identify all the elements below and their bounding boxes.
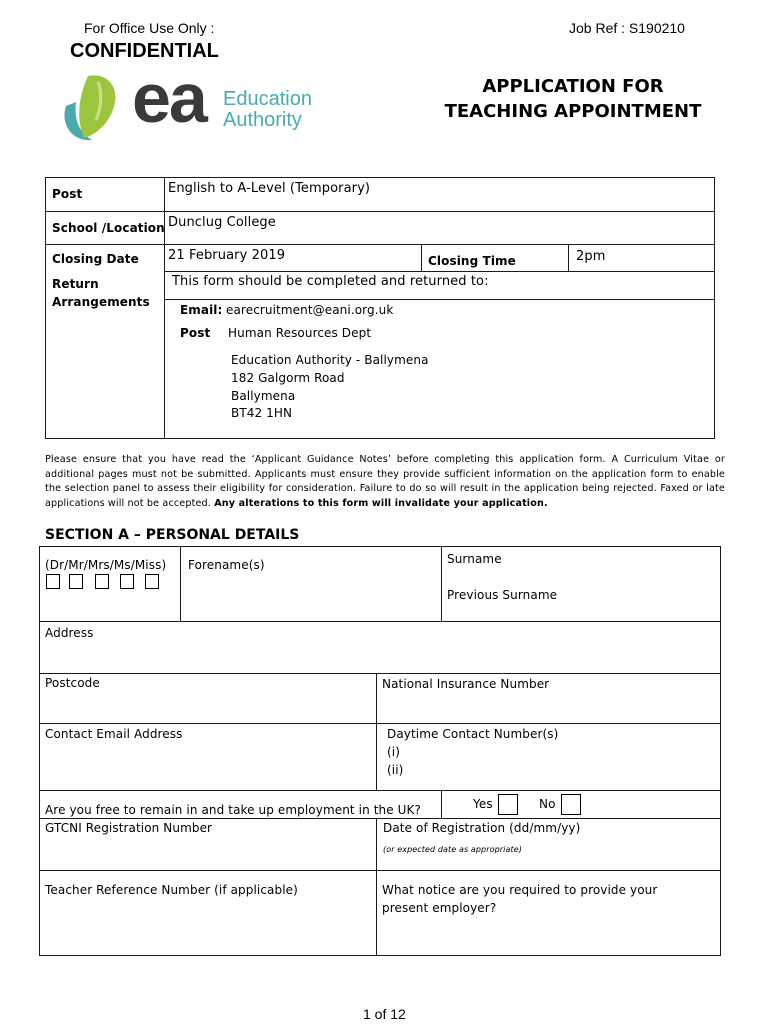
registration-date-label: Date of Registration (dd/mm/yy) (383, 821, 581, 835)
title-checkbox-mr[interactable] (69, 574, 83, 589)
section-a-heading: SECTION A – PERSONAL DETAILS (45, 527, 300, 543)
free-to-work-question: Are you free to remain in and take up employment in the UK? (45, 803, 421, 817)
job-ref: Job Ref : S190210 (569, 20, 685, 36)
gtcni-label: GTCNI Registration Number (45, 821, 213, 835)
address-line-1: Human Resources Dept (228, 326, 372, 340)
post-address-label: Post (180, 326, 211, 340)
notice-period-question-2: present employer? (382, 901, 497, 915)
guidance-notice-text: Please ensure that you have read the ‘Applicant Guidance Notes’ before completing this application form. A Curriculum Vitae or additional pages must not be submitted. Applicants must ensure they provide sufficient information on the application form to enable the selection panel to assess their eligibility for consideration. Failure to do so will result in the application being rejected. Faxed or late applications will not be accepted. (45, 454, 725, 509)
yes-checkbox[interactable] (498, 794, 518, 815)
address-line-3: 182 Galgorm Road (231, 371, 345, 385)
school-label: School /Location (52, 221, 165, 235)
ea-logo (58, 59, 328, 144)
form-title-line-1: APPLICATION FOR (482, 76, 664, 97)
daytime-contact-label: Daytime Contact Number(s) (387, 727, 559, 741)
no-label: No (539, 797, 556, 811)
contact-email-label: Contact Email Address (45, 727, 183, 741)
return-intro: This form should be completed and returned to: (172, 274, 489, 289)
daytime-contact-i: (i) (387, 745, 400, 759)
postcode-label: Postcode (45, 676, 100, 690)
registration-date-note: (or expected date as appropriate) (383, 845, 522, 854)
leaf-icon (58, 72, 128, 144)
guidance-notice-bold: Any alterations to this form will invalidate your application. (214, 497, 548, 509)
closing-date-value: 21 February 2019 (168, 248, 286, 263)
email-label: Email: (180, 303, 223, 317)
address-line-4: Ballymena (231, 389, 296, 403)
title-checkbox-dr[interactable] (46, 574, 60, 589)
address-line-5: BT42 1HN (231, 406, 293, 420)
teacher-reference-label: Teacher Reference Number (if applicable) (45, 883, 298, 897)
closing-time-label: Closing Time (428, 254, 516, 268)
page-number: 1 of 12 (363, 1006, 406, 1022)
title-label: (Dr/Mr/Mrs/Ms/Miss) (45, 558, 167, 572)
title-checkbox-miss[interactable] (145, 574, 159, 589)
closing-time-value: 2pm (576, 249, 606, 264)
previous-surname-label: Previous Surname (447, 588, 558, 602)
ni-number-label: National Insurance Number (382, 677, 550, 691)
logo-line-1: Education (223, 88, 312, 110)
logo-ea-word: ea (132, 59, 206, 137)
address-line-2: Education Authority - Ballymena (231, 353, 429, 367)
school-value: Dunclug College (168, 215, 276, 230)
forename-label: Forename(s) (188, 558, 265, 572)
form-title-line-2: TEACHING APPOINTMENT (444, 101, 702, 122)
title-checkbox-mrs[interactable] (95, 574, 109, 589)
logo-line-2: Authority (223, 109, 302, 131)
daytime-contact-ii: (ii) (387, 763, 404, 777)
return-label-2: Arrangements (52, 295, 150, 309)
notice-period-question-1: What notice are you required to provide your (382, 883, 658, 897)
yes-label: Yes (473, 797, 493, 811)
no-checkbox[interactable] (561, 794, 581, 815)
guidance-notice (45, 453, 725, 511)
title-checkbox-ms[interactable] (120, 574, 134, 589)
email-value: earecruitment@eani.org.uk (226, 303, 394, 317)
return-label-1: Return (52, 277, 99, 291)
confidential-heading: CONFIDENTIAL (70, 40, 219, 62)
office-use-label: For Office Use Only : (84, 20, 215, 36)
closing-date-label: Closing Date (52, 252, 139, 266)
address-label: Address (45, 626, 94, 640)
post-label: Post (52, 187, 83, 201)
post-value: English to A-Level (Temporary) (168, 181, 371, 196)
surname-label: Surname (447, 552, 502, 566)
